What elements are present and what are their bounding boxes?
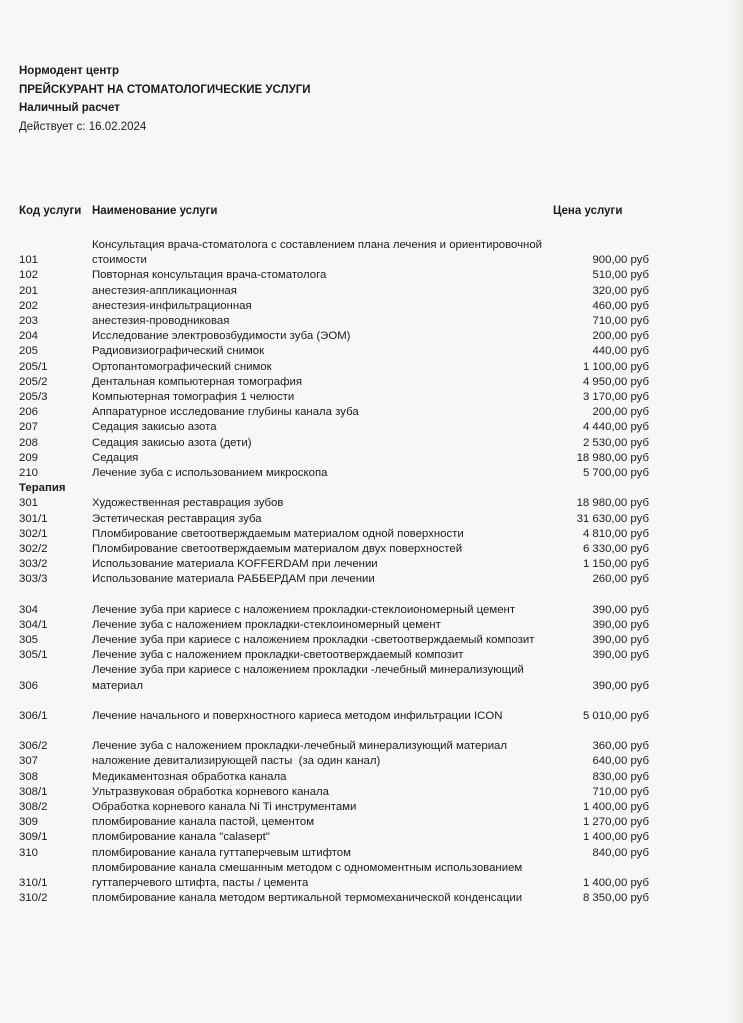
table-row xyxy=(0,709,743,724)
table-row xyxy=(0,754,743,769)
payment-type: Наличный расчет xyxy=(19,102,120,114)
service-name: Лечение зуба при кариесе с наложением прокладки -светоотверждаемый композит xyxy=(92,634,535,647)
service-code: 308 xyxy=(19,770,39,783)
service-price: 6 330,00 руб xyxy=(582,543,649,556)
column-header-price: Цена услуги xyxy=(553,205,623,217)
price-table xyxy=(0,238,743,906)
valid-from: Действует с: 16.02.2024 xyxy=(19,120,147,133)
service-name: Лечение зуба с наложением прокладки-стеклоиномерный цемент xyxy=(92,618,441,631)
service-name: Лечение зуба с использованием микроскопа xyxy=(92,467,328,480)
service-price: 4 440,00 руб xyxy=(582,421,649,434)
service-price: 390,00 руб xyxy=(592,634,649,647)
table-row xyxy=(0,633,743,648)
service-name: Использование материала KOFFERDAM при лечении xyxy=(92,558,378,571)
service-price: 710,00 руб xyxy=(592,785,649,798)
service-code: 102 xyxy=(19,269,39,282)
service-code: 305 xyxy=(19,634,39,647)
table-row xyxy=(0,846,743,861)
table-row xyxy=(0,405,743,420)
service-code: 310/1 xyxy=(19,876,48,889)
service-code: 208 xyxy=(19,436,39,449)
service-name: пломбирование канала "calasept" xyxy=(92,831,270,844)
service-price: 8 350,00 руб xyxy=(582,892,649,905)
service-price: 840,00 руб xyxy=(592,846,649,859)
service-name: Ультразвуковая обработка корневого канала xyxy=(92,785,330,798)
table-row xyxy=(0,527,743,542)
service-code: 310 xyxy=(19,846,39,859)
service-price: 440,00 руб xyxy=(592,345,649,358)
service-name: Седация закисью азота (дети) xyxy=(92,436,252,449)
service-name: Использование материала РАББЕРДАМ при лечении xyxy=(92,573,375,586)
service-name: пломбирование канала смешанным методом с одномоментным использованием гуттаперчевого штифта, пасты / цемента xyxy=(92,861,526,889)
service-price: 1 400,00 руб xyxy=(582,831,649,844)
service-code: 302/2 xyxy=(19,543,48,556)
table-row xyxy=(0,314,743,329)
service-name: Компьютерная томография 1 челюсти xyxy=(92,391,295,404)
service-name: пломбирование канала пастой, цементом xyxy=(92,816,315,829)
table-row xyxy=(0,618,743,633)
table-row xyxy=(0,770,743,785)
table-row xyxy=(0,572,743,587)
service-name: Седация xyxy=(92,451,139,464)
service-name: Аппаратурное исследование глубины канала зуба xyxy=(92,406,359,419)
service-code: 209 xyxy=(19,451,39,464)
service-name: пломбирование канала методом вертикальной термомеханической конденсации xyxy=(92,892,523,905)
column-header-code: Код услуги xyxy=(19,205,82,217)
service-price: 710,00 руб xyxy=(592,315,649,328)
service-code: 306/1 xyxy=(19,709,48,722)
table-row xyxy=(0,268,743,283)
service-price: 200,00 руб xyxy=(592,406,649,419)
table-row xyxy=(0,512,743,527)
service-price: 1 270,00 руб xyxy=(582,816,649,829)
table-row xyxy=(0,360,743,375)
service-code: 309 xyxy=(19,816,39,829)
service-name: Обработка корневого канала Ni Ti инструментами xyxy=(92,800,357,813)
table-row xyxy=(0,466,743,481)
table-row xyxy=(0,420,743,435)
service-name: Медикаментозная обработка канала xyxy=(92,770,287,783)
service-code: 204 xyxy=(19,330,39,343)
service-code: 308/2 xyxy=(19,800,48,813)
service-price: 31 630,00 руб xyxy=(576,512,649,525)
service-code: 302/1 xyxy=(19,527,48,540)
table-row xyxy=(0,557,743,572)
service-code: 303/3 xyxy=(19,573,48,586)
service-name: Седация закисью азота xyxy=(92,421,217,434)
service-code: 203 xyxy=(19,315,39,328)
service-code: 305/1 xyxy=(19,649,48,662)
table-row xyxy=(0,648,743,663)
service-code: 301 xyxy=(19,497,39,510)
service-name: наложение девитализирующей пасты (за один канал) xyxy=(92,755,381,768)
service-name: Исследование электровозбудимости зуба (ЭОМ) xyxy=(92,330,351,343)
service-name: анестезия-инфильтрационная xyxy=(92,299,252,312)
service-name: Пломбирование светоотверждаемым материалом двух поверхностей xyxy=(92,543,463,556)
section-heading-therapy: Терапия xyxy=(19,482,66,495)
service-code: 205/1 xyxy=(19,360,48,373)
service-code: 205 xyxy=(19,345,39,358)
service-price: 320,00 руб xyxy=(592,284,649,297)
table-row xyxy=(0,436,743,451)
service-name: анестезия-проводниковая xyxy=(92,315,230,328)
service-code: 210 xyxy=(19,467,39,480)
table-row xyxy=(0,815,743,830)
table-row xyxy=(0,800,743,815)
row-spacer xyxy=(0,694,743,709)
table-row xyxy=(0,739,743,754)
service-name: пломбирование канала гуттаперчевым штифтом xyxy=(92,846,351,859)
service-name: Ортопантомографический снимок xyxy=(92,360,272,373)
service-price: 5 700,00 руб xyxy=(582,467,649,480)
table-row xyxy=(0,238,743,268)
service-code: 301/1 xyxy=(19,512,48,525)
service-price: 390,00 руб xyxy=(592,603,649,616)
row-spacer xyxy=(0,724,743,739)
table-row xyxy=(0,542,743,557)
table-row xyxy=(0,375,743,390)
service-name: Лечение зуба с наложением прокладки-светоотверждаемый композит xyxy=(92,649,464,662)
service-name: Дентальная компьютерная томография xyxy=(92,375,303,388)
service-name: Радиовизиографический снимок xyxy=(92,345,265,358)
service-price: 260,00 руб xyxy=(592,573,649,586)
table-row xyxy=(0,861,743,891)
table-row xyxy=(0,891,743,906)
service-code: 207 xyxy=(19,421,39,434)
service-name: Лечение зуба при кариесе с наложением прокладки-стеклоиономерный цемент xyxy=(92,603,516,616)
service-price: 900,00 руб xyxy=(592,254,649,267)
service-code: 201 xyxy=(19,284,39,297)
service-name: Лечение зуба с наложением прокладки-лечебный минерализующий материал xyxy=(92,740,508,753)
service-code: 304 xyxy=(19,603,39,616)
service-price: 390,00 руб xyxy=(592,679,649,692)
service-code: 101 xyxy=(19,254,39,267)
service-price: 1 100,00 руб xyxy=(582,360,649,373)
service-price: 390,00 руб xyxy=(592,618,649,631)
service-price: 460,00 руб xyxy=(592,299,649,312)
service-name: Лечение начального и поверхностного кариеса методом инфильтрации ICON xyxy=(92,709,503,722)
document-title: ПРЕЙСКУРАНТ НА СТОМАТОЛОГИЧЕСКИЕ УСЛУГИ xyxy=(19,83,311,96)
service-code: 306 xyxy=(19,679,39,692)
service-price: 3 170,00 руб xyxy=(582,391,649,404)
column-header-name: Наименование услуги xyxy=(92,205,218,217)
service-code: 205/2 xyxy=(19,375,48,388)
service-price: 4 950,00 руб xyxy=(582,375,649,388)
table-row xyxy=(0,344,743,359)
service-price: 18 980,00 руб xyxy=(576,451,649,464)
table-row xyxy=(0,390,743,405)
table-row xyxy=(0,496,743,511)
service-price: 18 980,00 руб xyxy=(576,497,649,510)
service-price: 640,00 руб xyxy=(592,755,649,768)
table-row xyxy=(0,785,743,800)
service-price: 1 400,00 руб xyxy=(582,800,649,813)
service-code: 206 xyxy=(19,406,39,419)
table-row xyxy=(0,299,743,314)
table-row xyxy=(0,830,743,845)
service-code: 308/1 xyxy=(19,785,48,798)
table-row xyxy=(0,284,743,299)
service-price: 2 530,00 руб xyxy=(582,436,649,449)
service-name: Эстетическая реставрация зуба xyxy=(92,512,262,525)
service-price: 830,00 руб xyxy=(592,770,649,783)
service-code: 304/1 xyxy=(19,618,48,631)
org-name: Нормодент центр xyxy=(19,65,119,77)
table-row xyxy=(0,329,743,344)
service-price: 1 150,00 руб xyxy=(582,558,649,571)
document-header xyxy=(19,62,311,136)
table-row xyxy=(0,451,743,466)
service-code: 310/2 xyxy=(19,892,48,905)
service-price: 1 400,00 руб xyxy=(582,876,649,889)
table-row xyxy=(0,663,743,693)
service-code: 309/1 xyxy=(19,831,48,844)
service-name: Лечение зуба при кариесе с наложением прокладки -лечебный минерализующий материал xyxy=(92,664,528,692)
service-code: 202 xyxy=(19,299,39,312)
service-name: Художественная реставрация зубов xyxy=(92,497,284,510)
service-price: 390,00 руб xyxy=(592,649,649,662)
service-code: 205/3 xyxy=(19,391,48,404)
row-spacer xyxy=(0,588,743,603)
service-price: 4 810,00 руб xyxy=(582,527,649,540)
service-name: Повторная консультация врача-стоматолога xyxy=(92,269,327,282)
service-name: Пломбирование светоотверждаемым материалом одной поверхности xyxy=(92,527,464,540)
service-code: 307 xyxy=(19,755,39,768)
service-code: 306/2 xyxy=(19,740,48,753)
table-row xyxy=(0,603,743,618)
service-name: анестезия-аппликационная xyxy=(92,284,237,297)
service-price: 360,00 руб xyxy=(592,740,649,753)
service-price: 510,00 руб xyxy=(592,269,649,282)
service-code: 303/2 xyxy=(19,558,48,571)
service-name: Консультация врача-стоматолога с составлением плана лечения и ориентировочной стоимости xyxy=(92,239,546,267)
service-price: 5 010,00 руб xyxy=(582,709,649,722)
service-price: 200,00 руб xyxy=(592,330,649,343)
